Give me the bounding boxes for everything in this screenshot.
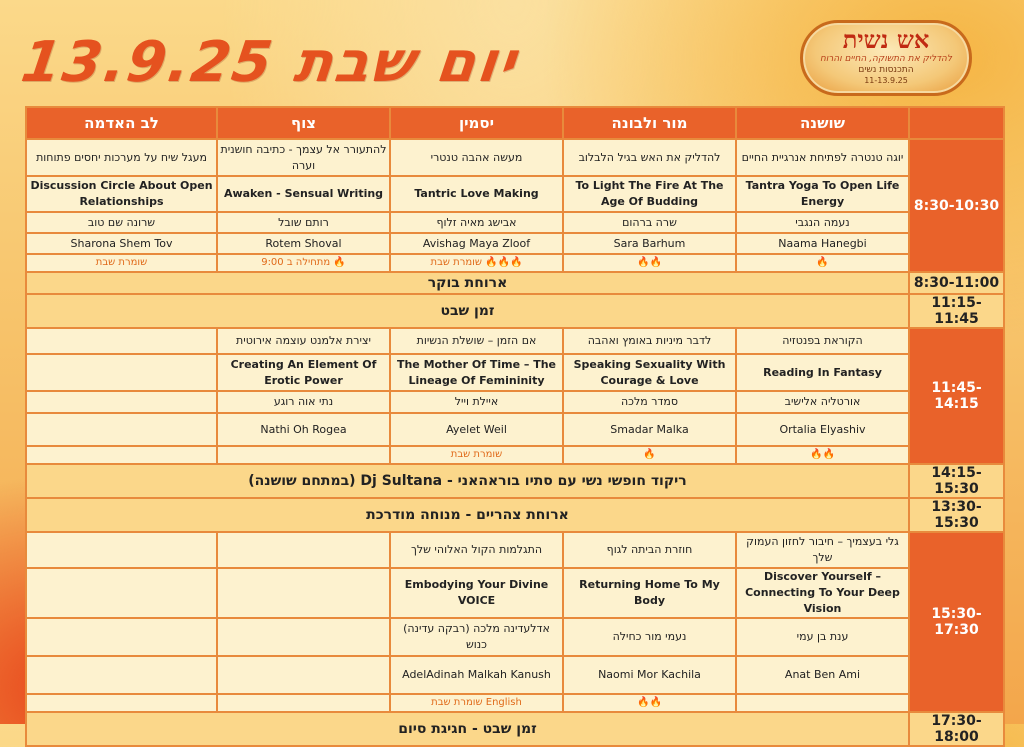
band-time: 13:30-15:30 (909, 498, 1004, 532)
session-tags: 🔥🔥 (563, 254, 736, 272)
band-row (26, 294, 1004, 328)
session-tags: English שומרת שבת (390, 694, 563, 712)
presenter-he (217, 618, 390, 656)
presenter-he (26, 618, 217, 656)
band-label: זמן שבט (26, 294, 909, 328)
band-label: ארוחת צהריים - מנוחה מודרכת (26, 498, 909, 532)
presenter-en: Sara Barhum (563, 233, 736, 254)
presenter-he: שרה ברהום (563, 212, 736, 233)
logo-name: אש נשית (842, 25, 930, 54)
presenter-en: AdelAdinah Malkah Kanush (390, 656, 563, 694)
session-title-en: Reading In Fantasy (736, 354, 909, 391)
session-tags (26, 446, 217, 464)
session-title-he (26, 328, 217, 354)
session-tags (26, 694, 217, 712)
band-row (26, 464, 1004, 498)
presenter-he: אורטליה אלישיב (736, 391, 909, 413)
session-title-he: חוזרת הביתה לגוף (563, 532, 736, 568)
presenter-en (217, 656, 390, 694)
presenter-he: נעמי מור כחילה (563, 618, 736, 656)
session-title-en (26, 354, 217, 391)
session-row (26, 532, 1004, 568)
logo-tagline: להדליק את התשוקה, החיים והרוח (819, 54, 953, 64)
column-header-lev-haadama: לב האדמה (26, 107, 217, 139)
time-slot: 8:30-10:30 (909, 139, 1004, 272)
logo-dates: 11-13.9.25 (864, 76, 908, 85)
band-time: 17:30-18:00 (909, 712, 1004, 746)
session-title-en: Speaking Sexuality With Courage & Love (563, 354, 736, 391)
session-title-en (26, 568, 217, 618)
presenter-en: Naama Hanegbi (736, 233, 909, 254)
schedule-table (25, 106, 1005, 747)
session-title-en: Creating An Element Of Erotic Power (217, 354, 390, 391)
presenter-en: Nathi Oh Rogea (217, 413, 390, 446)
session-title-he: מעגל שיח על מערכות יחסים פתוחות (26, 139, 217, 176)
session-title-he: יצירת אלמנט עוצמה אירוטית (217, 328, 390, 354)
session-title-en: Tantric Love Making (390, 176, 563, 212)
presenter-en (26, 413, 217, 446)
session-title-en: Embodying Your Divine VOICE (390, 568, 563, 618)
presenter-he: אדלעדינה מלכה (רבקה עדינה) כנוש (390, 618, 563, 656)
page-title: 13.9.25 יום שבת (17, 30, 522, 95)
band-time: 8:30-11:00 (909, 272, 1004, 294)
band-row (26, 272, 1004, 294)
presenter-en: Rotem Shoval (217, 233, 390, 254)
session-title-en (217, 568, 390, 618)
session-title-he: להדליק את האש בגיל הלבלוב (563, 139, 736, 176)
session-title-he: מעשה אהבה טנטרי (390, 139, 563, 176)
session-title-he: הקוראת בפנטזיה (736, 328, 909, 354)
presenter-en: Ortalia Elyashiv (736, 413, 909, 446)
session-title-he: לדבר מיניות באומץ ואהבה (563, 328, 736, 354)
session-row (26, 233, 1004, 254)
session-title-en: To Light The Fire At The Age Of Budding (563, 176, 736, 212)
band-row (26, 498, 1004, 532)
presenter-en: Sharona Shem Tov (26, 233, 217, 254)
session-row (26, 212, 1004, 233)
session-title-en: The Mother Of Time – The Lineage Of Femininity (390, 354, 563, 391)
presenter-he: נתי אוה רוגע (217, 391, 390, 413)
presenter-en: Naomi Mor Kachila (563, 656, 736, 694)
column-header-shoshana: שושנה (736, 107, 909, 139)
band-label: ריקוד חופשי נשי עם סתיו בוראהאני - Dj Sultana (במתחם שושנה) (26, 464, 909, 498)
session-title-he: התגלמות הקול האלוהי שלך (390, 532, 563, 568)
session-title-he: יוגה טנטרה לפתיחת אנרגיית החיים (736, 139, 909, 176)
time-header (909, 107, 1004, 139)
session-title-en: Discussion Circle About Open Relationships (26, 176, 217, 212)
session-tags: 🔥🔥🔥 שומרת שבת (390, 254, 563, 272)
session-row (26, 328, 1004, 354)
session-row (26, 694, 1004, 712)
presenter-he: שרונה שם טוב (26, 212, 217, 233)
column-header-tzuf: צוף (217, 107, 390, 139)
session-row (26, 618, 1004, 656)
session-row (26, 568, 1004, 618)
session-tags: 🔥🔥 (563, 694, 736, 712)
session-row (26, 139, 1004, 176)
presenter-he: אבישג מאיה זלוף (390, 212, 563, 233)
column-header-mor-levona: מור ולבונה (563, 107, 736, 139)
presenter-en: Anat Ben Ami (736, 656, 909, 694)
session-tags: 🔥 מתחילה ב 9:00 (217, 254, 390, 272)
time-slot: 15:30-17:30 (909, 532, 1004, 712)
session-title-en: Tantra Yoga To Open Life Energy (736, 176, 909, 212)
presenter-he: איילת וייל (390, 391, 563, 413)
presenter-he (26, 391, 217, 413)
presenter-he: סמדר מלכה (563, 391, 736, 413)
presenter-he: נעמה הנגבי (736, 212, 909, 233)
session-title-en: Awaken - Sensual Writing (217, 176, 390, 212)
session-title-en: Discover Yourself – Connecting To Your Deep Vision (736, 568, 909, 618)
session-tags: שומרת שבת (26, 254, 217, 272)
session-tags: שומרת שבת (390, 446, 563, 464)
session-title-he: להתעורר אל עצמך - כתיבה חושנית וערה (217, 139, 390, 176)
session-title-en: Returning Home To My Body (563, 568, 736, 618)
session-row (26, 176, 1004, 212)
session-title-he (217, 532, 390, 568)
presenter-en: Smadar Malka (563, 413, 736, 446)
session-row (26, 446, 1004, 464)
presenter-en: Avishag Maya Zloof (390, 233, 563, 254)
presenter-en: Ayelet Weil (390, 413, 563, 446)
session-tags (217, 694, 390, 712)
band-row (26, 712, 1004, 746)
column-header-yasmin: יסמין (390, 107, 563, 139)
session-tags: 🔥 (736, 254, 909, 272)
logo-subtitle: התכנסות נשים (858, 65, 914, 75)
band-label: ארוחת בוקר (26, 272, 909, 294)
session-tags (736, 694, 909, 712)
session-row (26, 413, 1004, 446)
time-slot: 11:45-14:15 (909, 328, 1004, 464)
session-tags: 🔥🔥 (736, 446, 909, 464)
session-row (26, 656, 1004, 694)
session-row (26, 354, 1004, 391)
session-title-he (26, 532, 217, 568)
band-time: 11:15-11:45 (909, 294, 1004, 328)
session-tags (217, 446, 390, 464)
session-row (26, 254, 1004, 272)
session-tags: 🔥 (563, 446, 736, 464)
session-title-he: אם הזמן – שושלת הנשיות (390, 328, 563, 354)
session-title-he: גלי בעצמיך – חיבור לחזון העמוק שלך (736, 532, 909, 568)
presenter-en (26, 656, 217, 694)
presenter-he: ענת בן עמי (736, 618, 909, 656)
header-row (26, 107, 1004, 139)
band-label: זמן שבט - חגיגת סיום (26, 712, 909, 746)
band-time: 14:15-15:30 (909, 464, 1004, 498)
presenter-he: רותם שובל (217, 212, 390, 233)
session-row (26, 391, 1004, 413)
event-logo (800, 20, 972, 96)
